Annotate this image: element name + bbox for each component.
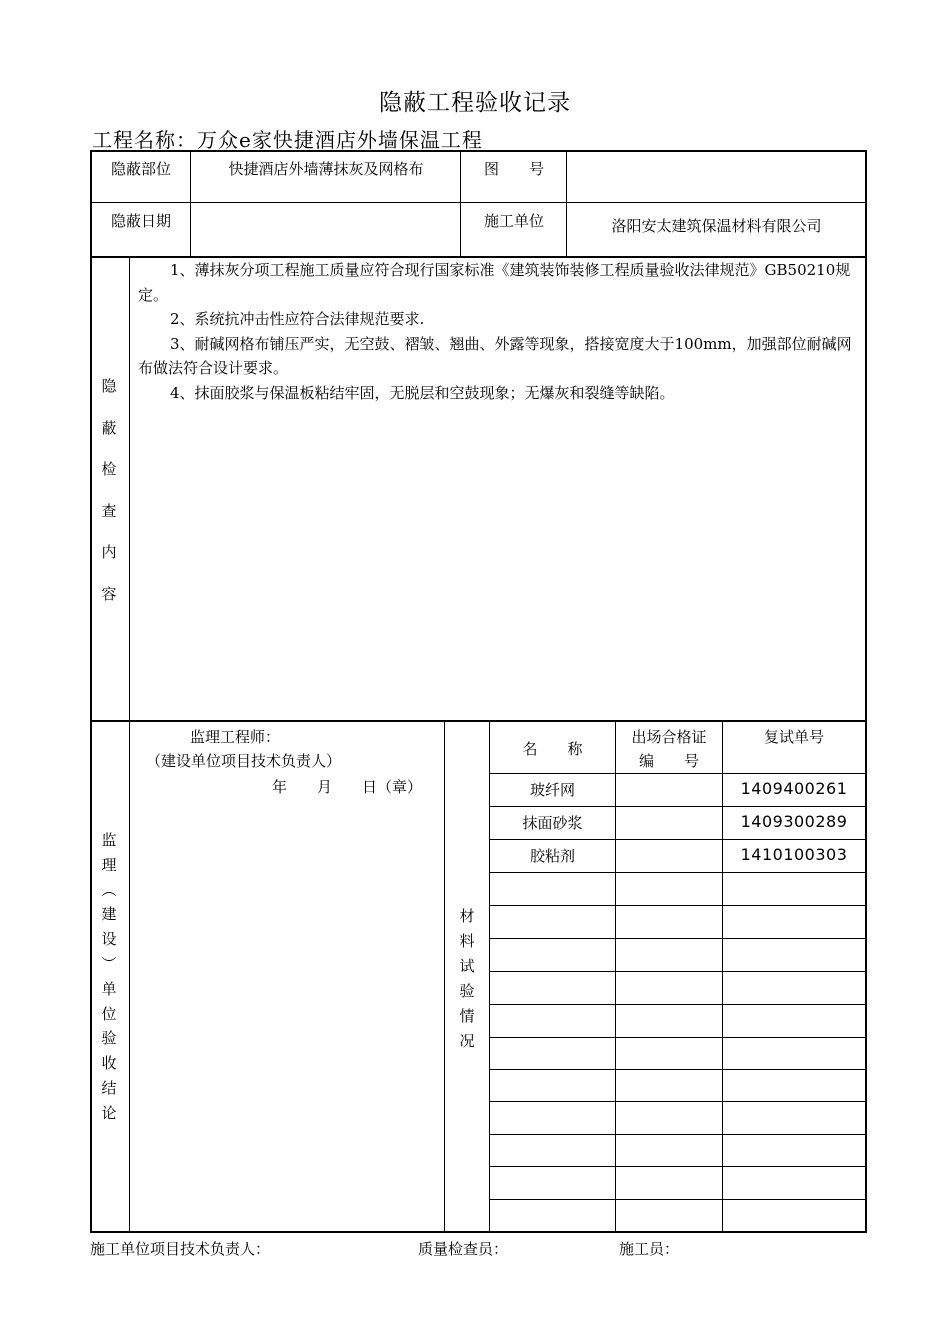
supervision-label-char: 论 — [101, 1103, 117, 1122]
inspection-content — [138, 258, 860, 405]
inspection-label-char: 检 — [101, 460, 117, 478]
certificate-header-line1: 出场合格证 — [631, 728, 707, 746]
retest-number: 1409300289 — [740, 812, 848, 831]
inspection-label-char: 容 — [101, 584, 117, 603]
inspection-item: 4、抹面胶浆与保温板粘结牢固，无脱层和空鼓现象；无爆灰和裂缝等缺陷。 — [170, 383, 675, 402]
inspection-label-char: 查 — [101, 501, 117, 520]
contractor-value: 洛阳安太建筑保温材料有限公司 — [611, 217, 822, 235]
page-title: 隐蔽工程验收记录 — [379, 90, 571, 116]
supervision-label-char: ︵ — [101, 880, 117, 899]
materials-label-char: 试 — [459, 957, 475, 975]
materials-label-char: 验 — [459, 982, 475, 1000]
supervision-label-char: ︶ — [101, 954, 117, 973]
hidden-date-label: 隐蔽日期 — [110, 212, 171, 230]
hidden-part-label: 隐蔽部位 — [110, 160, 171, 178]
inspection-content-label — [99, 366, 119, 615]
inspection-item: 1、薄抹灰分项工程施工质量应符合现行国家标准《建筑装饰装修工程质量验收法律规范》GB50210规定。 — [138, 261, 851, 304]
certificate-header-line2: 编 号 — [638, 752, 699, 770]
supervision-label-char: 监 — [101, 831, 117, 849]
supervision-label-char: 单 — [101, 979, 117, 998]
supervision-label-char: 理 — [101, 855, 117, 874]
inspection-item: 3、耐碱网格布铺压严实，无空鼓、褶皱、翘曲、外露等现象，搭接宽度大于100mm，加强部位耐碱网布做法符合设计要求。 — [138, 334, 852, 377]
project-name: 工程名称：万众e家快捷酒店外墙保温工程 — [92, 128, 483, 152]
contractor-label: 施工单位 — [483, 212, 544, 230]
inspection-item: 2、系统抗冲击性应符合法律规范要求. — [170, 310, 425, 328]
constructor-signature: 施工员： — [619, 1240, 680, 1258]
tech-lead-signature: 施工单位项目技术负责人： — [90, 1240, 271, 1258]
retest-number-header: 复试单号 — [763, 728, 824, 746]
inspection-label-char: 蔽 — [101, 418, 117, 437]
supervision-label-char: 结 — [101, 1078, 117, 1097]
supervision-conclusion-label — [99, 828, 119, 1126]
material-name: 抹面砂浆 — [522, 814, 583, 832]
materials-label-char: 材 — [459, 907, 475, 925]
drawing-number-label: 图 号 — [483, 160, 544, 178]
supervision-label-char: 位 — [101, 1004, 117, 1023]
hidden-part-value: 快捷酒店外墙薄抹灰及网格布 — [228, 160, 424, 178]
supervision-label-char: 设 — [101, 930, 117, 949]
supervising-engineer-label: 监理工程师： — [190, 728, 281, 746]
owner-tech-rep-label: （建设单位项目技术负责人） — [146, 752, 342, 770]
retest-number: 1409400261 — [740, 779, 848, 798]
material-name-header: 名 称 — [522, 740, 583, 758]
retest-number: 1410100303 — [740, 845, 848, 864]
materials-label-char: 况 — [459, 1032, 475, 1050]
material-test-label — [457, 904, 477, 1054]
material-name: 胶粘剂 — [529, 847, 575, 865]
materials-label-char: 情 — [459, 1007, 475, 1025]
quality-inspector-signature: 质量检查员： — [418, 1240, 509, 1258]
supervision-label-char: 验 — [101, 1029, 117, 1048]
materials-label-char: 料 — [459, 932, 475, 950]
date-stamp-label: 年 月 日（章） — [272, 778, 423, 796]
supervision-label-char: 建 — [101, 905, 117, 924]
inspection-label-char: 隐 — [101, 377, 117, 395]
inspection-label-char: 内 — [101, 543, 117, 561]
material-name: 玻纤网 — [529, 781, 575, 799]
supervision-label-char: 收 — [101, 1054, 117, 1073]
